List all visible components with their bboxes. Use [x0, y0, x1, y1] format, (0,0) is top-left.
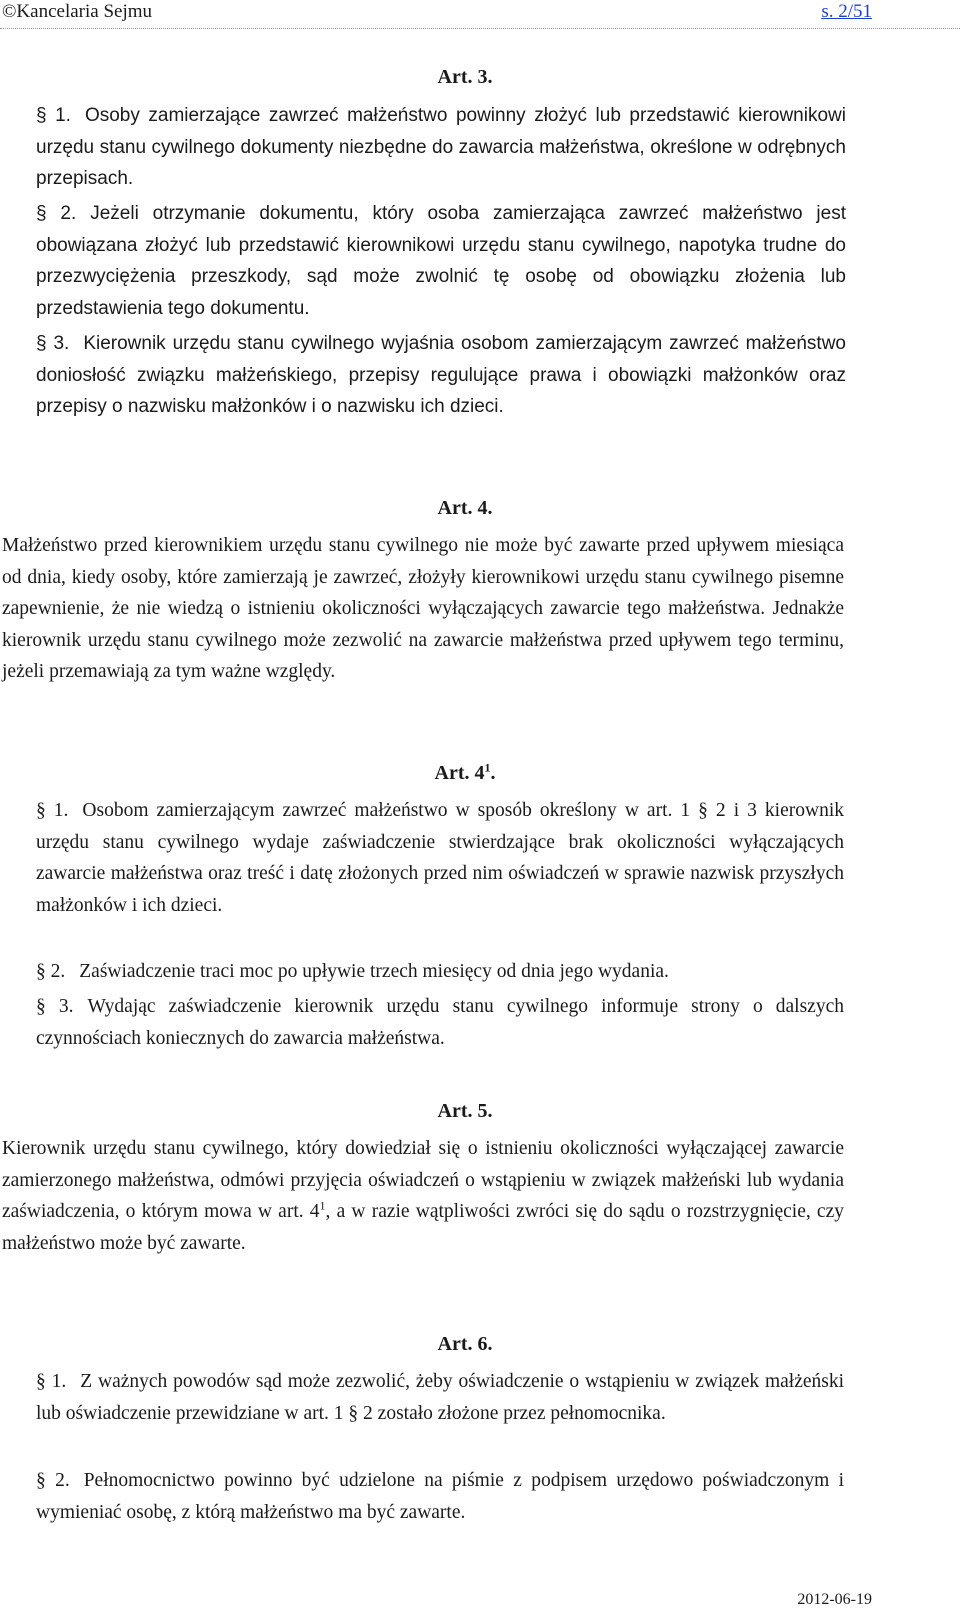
art3-section-3: [36, 328, 846, 423]
art4-text: Małżeństwo przed kierownikiem urzędu stanu cywilnego nie może być zawarte przed upływem miesiąca od dnia, kiedy osoby, które zamierzają je zawrzeć, złożyły kierownikowi urzędu stanu cywilnego pisemne zapewnienie, że nie wiedzą o istnieniu okoliczności wyłączających zawarcie tego małżeństwa. Jednakże kierownik urzędu stanu cywilnego może zezwolić na zawarcie małżeństwa przed upływem tego terminu, jeżeli przemawiają za tym ważne względy.: [2, 535, 844, 682]
article-4-heading: Art. 4.: [437, 497, 493, 519]
source-label: ©Kancelaria Sejmu: [2, 1, 153, 22]
section-number: § 1.: [36, 105, 71, 126]
section-number: § 2.: [36, 1470, 70, 1491]
section-text: Osobom zamierzającym zawrzeć małżeństwo w sposób określony w art. 1 § 2 i 3 kierownik urzędu stanu cywilnego wydaje zaświadczenie stwierdzające brak okoliczności wyłączających zawarcie małżeństwa oraz treść i datę złożonych przed nim oświadczeń w sprawie nazwisk przyszłych małżonków i ich dzieci.: [36, 800, 844, 916]
section-number: § 3.: [36, 996, 74, 1017]
art3-section-1: [36, 100, 846, 195]
section-number: § 2.: [36, 961, 66, 982]
section-text: Kierownik urzędu stanu cywilnego wyjaśnia osobom zamierzającym zawrzeć małżeństwo doniosłość związku małżeńskiego, przepisy regulujące prawa i obowiązki małżonków oraz przepisy o nazwisku małżonków i o nazwisku ich dzieci.: [36, 333, 846, 417]
art41-section-3: [36, 991, 844, 1054]
section-text: Pełnomocnictwo powinno być udzielone na piśmie z podpisem urzędowo poświadczonym i wymieniać osobę, z którą małżeństwo ma być zawarte.: [36, 1470, 844, 1523]
article-5-heading: Art. 5.: [437, 1100, 493, 1122]
article-6-heading: Art. 6.: [437, 1333, 493, 1355]
section-text: Osoby zamierzające zawrzeć małżeństwo powinny złożyć lub przedstawić kierownikowi urzędu stanu cywilnego dokumenty niezbędne do zawarcia małżeństwa, określone w odrębnych przepisach.: [36, 105, 846, 189]
section-number: § 3.: [36, 333, 70, 354]
page-number-link[interactable]: s. 2/51: [821, 1, 872, 22]
section-number: § 2.: [36, 203, 77, 224]
art41-section-1: [36, 795, 844, 921]
section-text: Zaświadczenie traci moc po upływie trzech miesięcy od dnia jego wydania.: [79, 961, 669, 982]
header-divider: [0, 28, 960, 29]
section-text: Wydając zaświadczenie kierownik urzędu stanu cywilnego informuje strony o dalszych czynnościach koniecznych do zawarcia małżeństwa.: [36, 996, 844, 1049]
section-number: § 1.: [36, 1371, 67, 1392]
art6-section-1: [36, 1366, 844, 1429]
art6-section-2: [36, 1465, 844, 1528]
page-header: [0, 1, 960, 23]
document-date: 2012-06-19: [797, 1591, 872, 1608]
article-3-heading: Art. 3.: [437, 66, 493, 88]
art41-section-2: [36, 956, 844, 988]
section-number: § 1.: [36, 800, 69, 821]
article-4-1-heading: Art. $4^1$.: [434, 760, 496, 784]
section-text: Jeżeli otrzymanie dokumentu, który osoba zamierzająca zawrzeć małżeństwo jest obowiązana złożyć lub przedstawić kierownikowi urzędu stanu cywilnego, napotyka trudne do przezwyciężenia przeszkody, sąd może zwolnić tę osobę od obowiązku złożenia lub przedstawienia tego dokumentu.: [36, 203, 846, 319]
art3-section-2: [36, 198, 846, 324]
section-text: Z ważnych powodów sąd może zezwolić, żeby oświadczenie o wstąpieniu w związek małżeński lub oświadczenie przewidziane w art. 1 § 2 zostało złożone przez pełnomocnika.: [36, 1371, 845, 1424]
art5-text: Kierownik urzędu stanu cywilnego, który dowiedział się o istnieniu okoliczności wyłączającej zawarcie zamierzonego małżeństwa, odmówi przyjęcia oświadczeń o wstąpieniu w związek małżeński lub wydania zaświadczenia, o którym mowa w art. $4^1$, a w razie wątpliwości zwróci się do sądu o rozstrzygnięcie, czy małżeństwo może być zawarte.: [2, 1138, 844, 1254]
